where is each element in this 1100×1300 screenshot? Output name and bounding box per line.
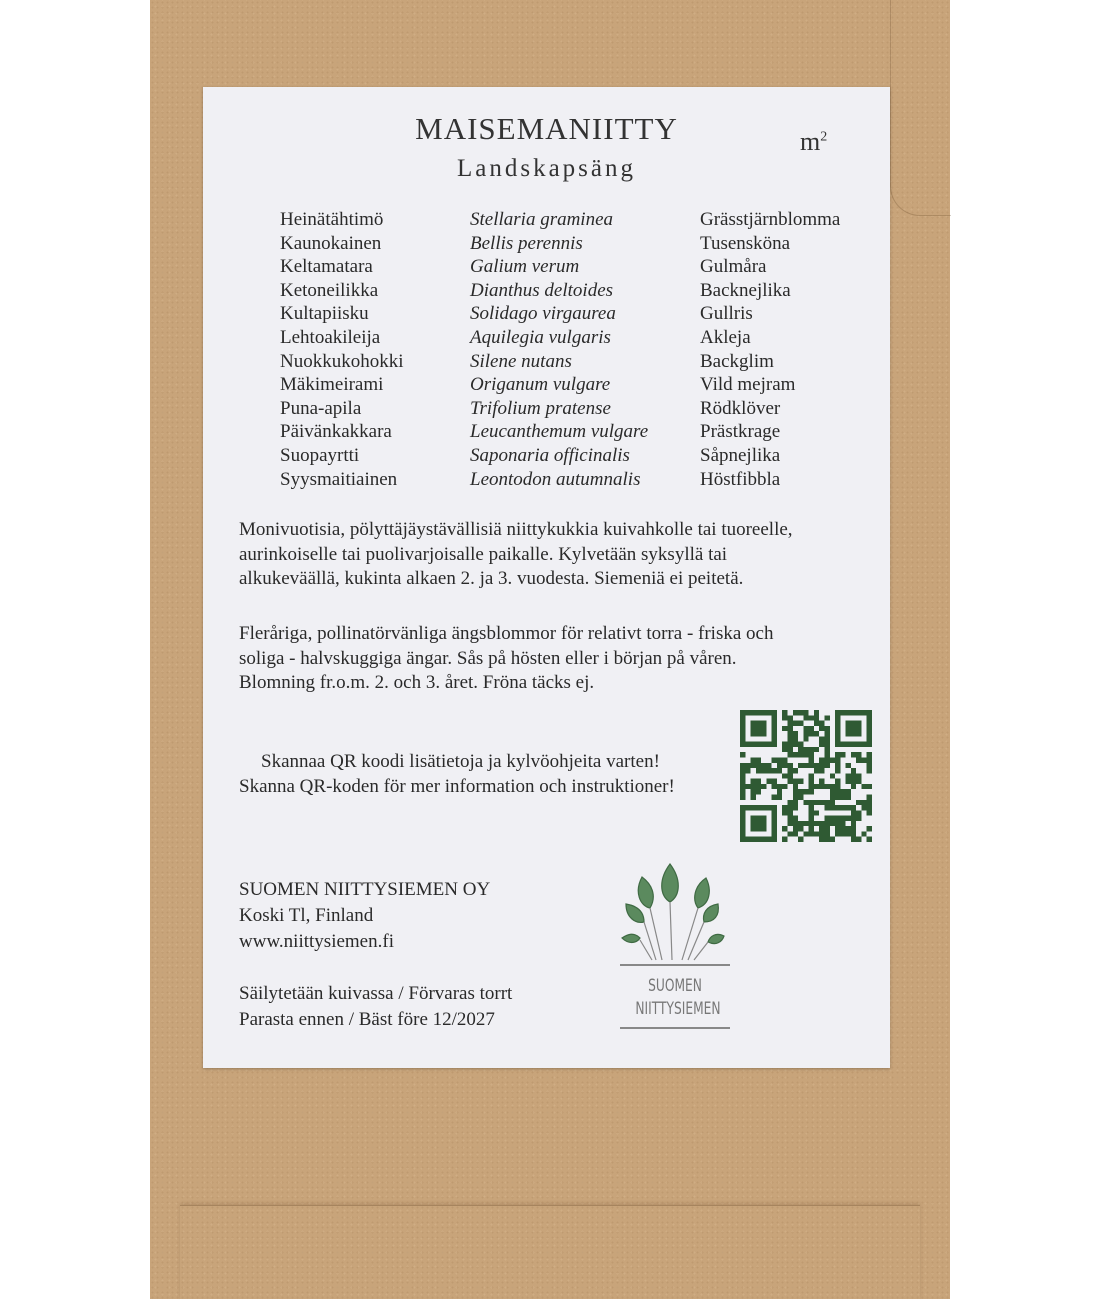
latin-name: Leontodon autumnalis — [470, 468, 641, 490]
finnish-name: Heinätähtimö — [280, 209, 384, 230]
species-row — [203, 279, 890, 303]
species-row — [203, 468, 890, 492]
species-row — [203, 326, 890, 350]
logo-text — [635, 975, 721, 1021]
swedish-name: Såpnejlika — [700, 445, 781, 466]
leaf-logo-icon — [620, 862, 730, 967]
company-location: Koski Tl, Finland — [239, 905, 374, 926]
species-row — [203, 397, 890, 421]
species-row — [203, 444, 890, 468]
latin-name: Trifolium pratense — [470, 397, 611, 419]
company-info — [239, 877, 490, 955]
area-unit-exponent: 2 — [820, 129, 828, 145]
swedish-name: Gulmåra — [700, 256, 767, 278]
storage-instructions: Säilytetään kuivassa / Förvaras torrt — [239, 983, 513, 1004]
swedish-name: Backglim — [700, 350, 774, 372]
finnish-name: Päivänkakkara — [280, 421, 392, 443]
finnish-name: Syysmaitiainen — [280, 468, 398, 490]
swedish-name: Prästkrage — [700, 421, 781, 443]
storage-info — [239, 981, 512, 1033]
description-sv — [239, 622, 879, 696]
description-fi — [239, 518, 879, 592]
company-logo — [620, 862, 730, 1037]
latin-name: Solidago virgaurea — [470, 303, 616, 325]
product-title: MAISEMANIITTY — [415, 111, 678, 146]
qr-instructions — [239, 750, 675, 799]
product-subtitle: Landskapsäng — [456, 155, 637, 182]
species-row — [203, 420, 890, 444]
species-row — [203, 373, 890, 397]
best-before-date: Parasta ennen / Bäst före 12/2027 — [239, 1009, 495, 1030]
logo-line-2: NIITTYSIEMEN — [635, 999, 721, 1019]
description-fi-line: aurinkoiselle tai puolivarjoisalle paikalle. Kylvetään syksyllä tai — [239, 543, 728, 565]
finnish-name: Suopayrtti — [280, 445, 360, 466]
species-row — [203, 208, 890, 232]
envelope-flap-bottom — [180, 1205, 920, 1300]
finnish-name: Kaunokainen — [280, 232, 382, 254]
finnish-name: Kultapiisku — [280, 303, 369, 325]
finnish-name: Lehtoakileija — [280, 327, 381, 348]
latin-name: Stellaria graminea — [470, 209, 614, 230]
latin-name: Silene nutans — [470, 350, 572, 372]
description-sv-line: Blomning fr.o.m. 2. och 3. året. Fröna täcks ej. — [239, 672, 595, 693]
swedish-name: Akleja — [700, 327, 751, 348]
latin-name: Aquilegia vulgaris — [470, 327, 611, 348]
description-fi-line: Monivuotisia, pölyttäjäystävällisiä niittykukkia kuivahkolle tai tuoreelle, — [239, 519, 793, 540]
latin-name: Bellis perennis — [470, 232, 583, 254]
swedish-name: Grässtjärnblomma — [700, 209, 841, 230]
swedish-name: Tusensköna — [700, 232, 791, 254]
logo-underline — [620, 1027, 730, 1029]
swedish-name: Höstfibbla — [700, 468, 781, 490]
latin-name: Galium verum — [470, 256, 580, 278]
description-sv-line: soliga - halvskuggiga ängar. Sås på hösten eller i början på våren. — [239, 647, 737, 669]
finnish-name: Ketoneilikka — [280, 279, 379, 301]
qr-text-fi: Skannaa QR koodi lisätietoja ja kylvöohjeita varten! — [261, 751, 660, 772]
swedish-name: Rödklöver — [700, 397, 781, 419]
latin-name: Saponaria officinalis — [470, 445, 630, 466]
description-sv-line: Fleråriga, pollinatörvänliga ängsblommor för relativt torra - friska och — [239, 623, 774, 644]
product-label — [203, 87, 890, 1068]
finnish-name: Keltamatara — [280, 256, 373, 278]
finnish-name: Puna-apila — [280, 397, 362, 419]
qr-text-sv: Skanna QR-koden för mer information och instruktioner! — [239, 775, 675, 797]
swedish-name: Gullris — [700, 303, 753, 325]
qr-code[interactable] — [740, 710, 872, 842]
latin-name: Dianthus deltoides — [470, 279, 614, 301]
finnish-name: Nuokkukohokki — [280, 350, 404, 372]
latin-name: Leucanthemum vulgare — [470, 421, 649, 443]
area-unit-base: m — [800, 127, 821, 156]
logo-line-1: SUOMEN — [648, 976, 702, 996]
species-row — [203, 232, 890, 256]
species-row — [203, 255, 890, 279]
finnish-name: Mäkimeirami — [280, 374, 384, 396]
species-row — [203, 350, 890, 374]
description-fi-line: alkukeväällä, kukinta alkaen 2. ja 3. vuodesta. Siemeniä ei peitetä. — [239, 568, 744, 589]
company-website[interactable]: www.niittysiemen.fi — [239, 931, 394, 952]
latin-name: Origanum vulgare — [470, 374, 611, 396]
species-row — [203, 302, 890, 326]
swedish-name: Backnejlika — [700, 279, 791, 301]
area-unit — [800, 127, 827, 157]
swedish-name: Vild mejram — [700, 374, 796, 396]
company-name: SUOMEN NIITTYSIEMEN OY — [239, 879, 491, 900]
envelope-flap-top — [890, 0, 951, 216]
